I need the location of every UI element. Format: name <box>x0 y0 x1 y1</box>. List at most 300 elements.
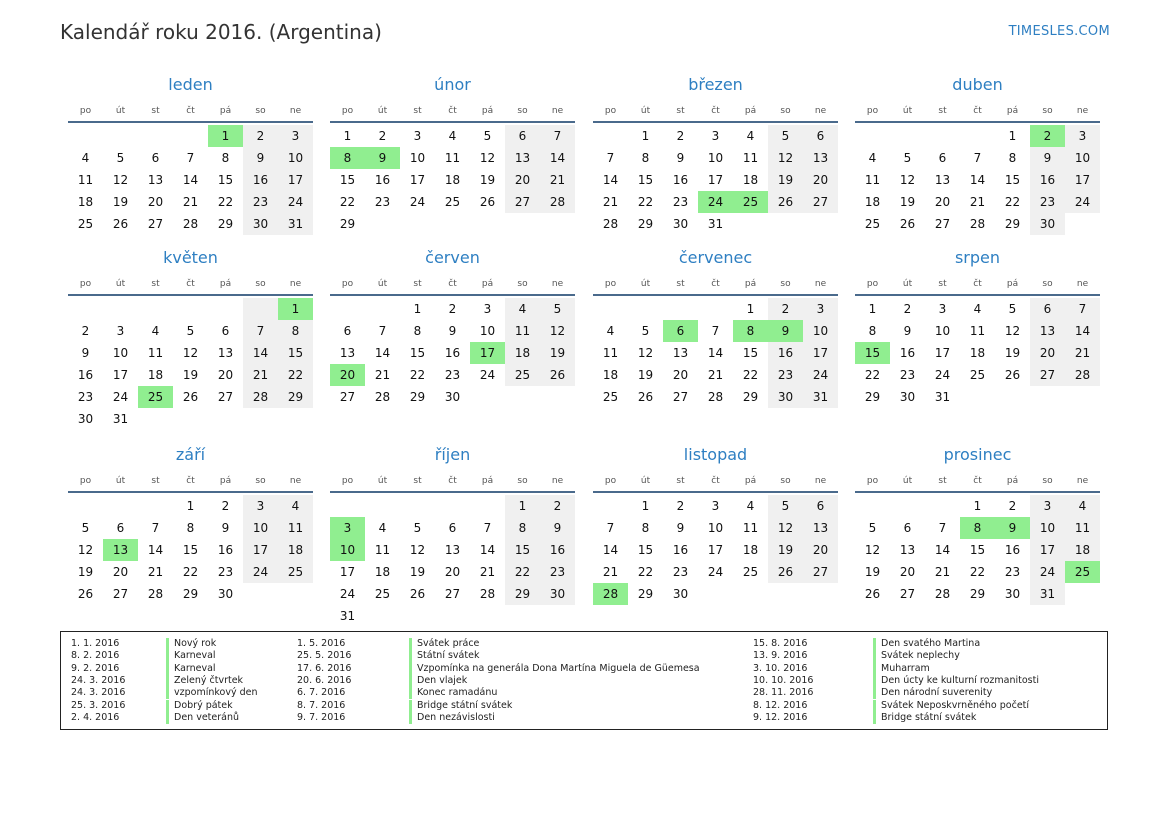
day-cell: 19 <box>182 368 199 382</box>
day-cell: 9 <box>540 517 575 539</box>
day-cell: 5 <box>483 129 492 143</box>
holiday-day-cell: 20 <box>330 364 365 386</box>
day-cell: 26 <box>77 587 94 601</box>
day-cell: 25 <box>77 217 94 231</box>
holiday-date: 9. 12. 2016 <box>753 711 808 723</box>
day-cell: 31 <box>934 390 951 404</box>
month-divider <box>330 491 575 493</box>
day-cell: 22 <box>409 368 426 382</box>
weekday-header: po <box>79 279 92 289</box>
day-cell: 14 <box>243 342 278 364</box>
weekday-header: so <box>517 476 528 486</box>
day-cell: 10 <box>707 151 724 165</box>
day-cell: 30 <box>77 412 94 426</box>
day-cell: 22 <box>278 364 313 386</box>
day-cell: 7 <box>711 324 720 338</box>
day-cell: 29 <box>217 217 234 231</box>
day-cell: 28 <box>602 217 619 231</box>
holiday-name: Den vlajek <box>409 675 467 687</box>
weekday-header: ne <box>289 476 302 486</box>
holiday-name: Konec ramadánu <box>409 687 497 699</box>
day-cell: 30 <box>672 587 689 601</box>
weekday-header: ne <box>289 106 302 116</box>
day-cell: 14 <box>182 173 199 187</box>
day-cell: 4 <box>746 129 755 143</box>
day-cell: 6 <box>803 125 838 147</box>
day-cell: 4 <box>973 302 982 316</box>
holiday-date: 9. 7. 2016 <box>297 711 346 723</box>
day-cell: 15 <box>505 539 540 561</box>
day-cell: 30 <box>899 390 916 404</box>
day-cell: 7 <box>606 151 615 165</box>
holiday-date: 28. 11. 2016 <box>753 687 814 699</box>
day-cell: 20 <box>899 565 916 579</box>
day-cell: 12 <box>409 543 426 557</box>
weekday-header: po <box>866 279 879 289</box>
day-cell: 28 <box>182 217 199 231</box>
holiday-legend <box>60 631 1108 730</box>
day-cell: 8 <box>413 324 422 338</box>
day-cell: 12 <box>540 320 575 342</box>
weekday-header: ne <box>814 476 827 486</box>
day-cell: 16 <box>899 346 916 360</box>
holiday-date: 2. 4. 2016 <box>71 711 120 723</box>
day-cell: 26 <box>1004 368 1021 382</box>
day-cell: 4 <box>606 324 615 338</box>
holiday-day-cell: 2 <box>1030 125 1065 147</box>
weekday-header: út <box>640 476 651 486</box>
day-cell: 4 <box>81 151 90 165</box>
day-cell: 20 <box>217 368 234 382</box>
day-cell: 11 <box>864 173 881 187</box>
day-cell: 14 <box>602 173 619 187</box>
day-cell: 27 <box>934 217 951 231</box>
day-cell: 29 <box>742 390 759 404</box>
day-cell: 16 <box>217 543 234 557</box>
day-cell: 12 <box>77 543 94 557</box>
day-cell: 20 <box>1030 342 1065 364</box>
weekday-header: st <box>676 106 685 116</box>
weekday-header: po <box>866 476 879 486</box>
day-cell: 30 <box>768 386 803 408</box>
day-cell: 1 <box>505 495 540 517</box>
day-cell: 3 <box>116 324 125 338</box>
day-cell: 11 <box>77 173 94 187</box>
day-cell: 25 <box>374 587 391 601</box>
day-cell: 1 <box>746 302 755 316</box>
day-cell: 29 <box>637 587 654 601</box>
day-cell: 14 <box>934 543 951 557</box>
weekday-header: so <box>255 106 266 116</box>
day-cell: 16 <box>672 173 689 187</box>
weekday-header: čt <box>186 476 195 486</box>
weekday-header: st <box>151 106 160 116</box>
day-cell: 30 <box>217 587 234 601</box>
holiday-day-cell: 17 <box>470 342 505 364</box>
day-cell: 8 <box>641 521 650 535</box>
day-cell: 18 <box>742 173 759 187</box>
day-cell: 16 <box>1030 169 1065 191</box>
day-cell: 15 <box>217 173 234 187</box>
day-cell: 5 <box>413 521 422 535</box>
holiday-date: 6. 7. 2016 <box>297 687 346 699</box>
day-cell: 21 <box>1065 342 1100 364</box>
day-cell: 29 <box>637 217 654 231</box>
day-cell: 5 <box>868 521 877 535</box>
day-cell: 11 <box>505 320 540 342</box>
day-cell: 22 <box>637 195 654 209</box>
day-cell: 7 <box>186 151 195 165</box>
day-cell: 4 <box>448 129 457 143</box>
day-cell: 2 <box>676 499 685 513</box>
day-cell: 8 <box>278 320 313 342</box>
holiday-day-cell: 25 <box>138 386 173 408</box>
day-cell: 13 <box>147 173 164 187</box>
holiday-name: Zelený čtvrtek <box>166 675 243 687</box>
month-divider <box>330 121 575 123</box>
holiday-name: Den svatého Martina <box>873 638 980 650</box>
day-cell: 9 <box>81 346 90 360</box>
day-cell: 14 <box>479 543 496 557</box>
day-cell: 8 <box>186 521 195 535</box>
day-cell: 11 <box>278 517 313 539</box>
day-cell: 7 <box>483 521 492 535</box>
day-cell: 12 <box>864 543 881 557</box>
day-cell: 16 <box>540 539 575 561</box>
day-cell: 12 <box>479 151 496 165</box>
day-cell: 16 <box>1004 543 1021 557</box>
holiday-date: 25. 5. 2016 <box>297 650 352 662</box>
day-cell: 15 <box>637 173 654 187</box>
day-cell: 18 <box>742 543 759 557</box>
day-cell: 29 <box>182 587 199 601</box>
day-cell: 6 <box>903 521 912 535</box>
day-cell: 9 <box>903 324 912 338</box>
day-cell: 11 <box>742 521 759 535</box>
month-name: prosinec <box>943 445 1012 464</box>
day-cell: 10 <box>278 147 313 169</box>
holiday-name: Nový rok <box>166 638 216 650</box>
month-divider <box>68 121 313 123</box>
weekday-header: čt <box>448 279 457 289</box>
holiday-name: Muharram <box>873 663 930 675</box>
day-cell: 28 <box>540 191 575 213</box>
weekday-header: st <box>938 279 947 289</box>
month-divider <box>593 491 838 493</box>
day-cell: 28 <box>934 587 951 601</box>
day-cell: 10 <box>243 517 278 539</box>
day-cell: 19 <box>77 565 94 579</box>
day-cell: 18 <box>864 195 881 209</box>
day-cell: 24 <box>803 364 838 386</box>
day-cell: 3 <box>711 129 720 143</box>
weekday-header: čt <box>448 476 457 486</box>
holiday-day-cell: 13 <box>103 539 138 561</box>
holiday-day-cell: 8 <box>733 320 768 342</box>
day-cell: 3 <box>711 499 720 513</box>
day-cell: 22 <box>969 565 986 579</box>
day-cell: 14 <box>540 147 575 169</box>
day-cell: 27 <box>444 587 461 601</box>
month-name: duben <box>952 75 1003 94</box>
day-cell: 24 <box>1065 191 1100 213</box>
weekday-header: ne <box>1076 476 1089 486</box>
day-cell: 10 <box>803 320 838 342</box>
weekday-header: ne <box>814 279 827 289</box>
day-cell: 3 <box>483 302 492 316</box>
day-cell: 16 <box>444 346 461 360</box>
day-cell: 15 <box>182 543 199 557</box>
day-cell: 31 <box>278 213 313 235</box>
month-name: leden <box>168 75 213 94</box>
weekday-header: út <box>377 476 388 486</box>
day-cell: 18 <box>444 173 461 187</box>
day-cell: 22 <box>339 195 356 209</box>
day-cell: 19 <box>1004 346 1021 360</box>
day-cell: 6 <box>505 125 540 147</box>
month-name: únor <box>434 75 471 94</box>
day-cell: 10 <box>112 346 129 360</box>
day-cell: 3 <box>938 302 947 316</box>
weekday-header: pá <box>1006 279 1019 289</box>
day-cell: 27 <box>1030 364 1065 386</box>
weekday-header: čt <box>186 106 195 116</box>
weekday-header: po <box>79 476 92 486</box>
weekday-header: po <box>604 476 617 486</box>
day-cell: 4 <box>746 499 755 513</box>
holiday-day-cell: 8 <box>960 517 995 539</box>
day-cell: 24 <box>243 561 278 583</box>
weekday-header: ne <box>1076 106 1089 116</box>
weekday-header: čt <box>973 476 982 486</box>
day-cell: 21 <box>479 565 496 579</box>
day-cell: 25 <box>505 364 540 386</box>
day-cell: 20 <box>505 169 540 191</box>
day-cell: 20 <box>147 195 164 209</box>
weekday-header: ne <box>814 106 827 116</box>
weekday-header: ne <box>551 476 564 486</box>
day-cell: 23 <box>217 565 234 579</box>
day-cell: 5 <box>641 324 650 338</box>
day-cell: 23 <box>899 368 916 382</box>
weekday-header: so <box>517 106 528 116</box>
day-cell: 17 <box>112 368 129 382</box>
day-cell: 22 <box>637 565 654 579</box>
day-cell: 2 <box>676 129 685 143</box>
weekday-header: ne <box>551 106 564 116</box>
day-cell: 1 <box>868 302 877 316</box>
day-cell: 1 <box>343 129 352 143</box>
day-cell: 2 <box>1008 499 1017 513</box>
weekday-header: út <box>640 279 651 289</box>
day-cell: 5 <box>186 324 195 338</box>
day-cell: 6 <box>151 151 160 165</box>
day-cell: 13 <box>803 517 838 539</box>
day-cell: 24 <box>934 368 951 382</box>
day-cell: 12 <box>182 346 199 360</box>
day-cell: 19 <box>112 195 129 209</box>
weekday-header: po <box>341 476 354 486</box>
day-cell: 10 <box>409 151 426 165</box>
day-cell: 14 <box>707 346 724 360</box>
day-cell: 14 <box>374 346 391 360</box>
day-cell: 23 <box>540 561 575 583</box>
day-cell: 7 <box>378 324 387 338</box>
holiday-name: Bridge státní svátek <box>873 712 976 724</box>
day-cell: 6 <box>343 324 352 338</box>
day-cell: 19 <box>864 565 881 579</box>
day-cell: 6 <box>1030 298 1065 320</box>
day-cell: 29 <box>278 386 313 408</box>
day-cell: 21 <box>374 368 391 382</box>
day-cell: 18 <box>278 539 313 561</box>
day-cell: 22 <box>864 368 881 382</box>
day-cell: 25 <box>864 217 881 231</box>
weekday-header: čt <box>448 106 457 116</box>
day-cell: 30 <box>243 213 278 235</box>
day-cell: 1 <box>641 129 650 143</box>
day-cell: 21 <box>540 169 575 191</box>
day-cell: 23 <box>77 390 94 404</box>
day-cell: 13 <box>217 346 234 360</box>
day-cell: 31 <box>1030 583 1065 605</box>
weekend-cell <box>243 298 278 320</box>
day-cell: 27 <box>339 390 356 404</box>
day-cell: 1 <box>186 499 195 513</box>
day-cell: 18 <box>147 368 164 382</box>
day-cell: 9 <box>676 151 685 165</box>
day-cell: 1 <box>973 499 982 513</box>
day-cell: 9 <box>243 147 278 169</box>
day-cell: 4 <box>1065 495 1100 517</box>
month-divider <box>68 294 313 296</box>
day-cell: 27 <box>112 587 129 601</box>
day-cell: 12 <box>768 517 803 539</box>
brand-link[interactable]: TIMESLES.COM <box>1008 24 1110 39</box>
day-cell: 16 <box>672 543 689 557</box>
month-name: březen <box>688 75 743 94</box>
day-cell: 8 <box>868 324 877 338</box>
day-cell: 27 <box>217 390 234 404</box>
day-cell: 17 <box>707 543 724 557</box>
day-cell: 19 <box>768 539 803 561</box>
day-cell: 24 <box>707 565 724 579</box>
day-cell: 4 <box>868 151 877 165</box>
day-cell: 26 <box>182 390 199 404</box>
day-cell: 21 <box>243 364 278 386</box>
day-cell: 7 <box>606 521 615 535</box>
day-cell: 21 <box>602 195 619 209</box>
month-name: říjen <box>434 445 471 464</box>
day-cell: 5 <box>768 125 803 147</box>
day-cell: 8 <box>221 151 230 165</box>
holiday-day-cell: 25 <box>733 191 768 213</box>
day-cell: 23 <box>1030 191 1065 213</box>
month-divider <box>593 294 838 296</box>
day-cell: 15 <box>742 346 759 360</box>
day-cell: 6 <box>116 521 125 535</box>
weekday-header: so <box>255 279 266 289</box>
day-cell: 13 <box>444 543 461 557</box>
day-cell: 17 <box>339 565 356 579</box>
day-cell: 3 <box>243 495 278 517</box>
day-cell: 20 <box>112 565 129 579</box>
day-cell: 25 <box>742 565 759 579</box>
holiday-date: 20. 6. 2016 <box>297 674 352 686</box>
day-cell: 23 <box>672 565 689 579</box>
day-cell: 17 <box>707 173 724 187</box>
weekday-header: so <box>780 476 791 486</box>
weekday-header: st <box>151 476 160 486</box>
day-cell: 9 <box>221 521 230 535</box>
day-cell: 22 <box>505 561 540 583</box>
day-cell: 13 <box>934 173 951 187</box>
day-cell: 20 <box>803 539 838 561</box>
day-cell: 21 <box>182 195 199 209</box>
day-cell: 9 <box>1030 147 1065 169</box>
holiday-name: Karneval <box>166 663 216 675</box>
day-cell: 17 <box>1065 169 1100 191</box>
day-cell: 17 <box>243 539 278 561</box>
day-cell: 26 <box>409 587 426 601</box>
holiday-date: 3. 10. 2016 <box>753 662 808 674</box>
weekday-header: pá <box>744 476 757 486</box>
day-cell: 5 <box>540 298 575 320</box>
holiday-name: Dobrý pátek <box>166 700 233 712</box>
day-cell: 26 <box>899 217 916 231</box>
weekday-header: so <box>1042 476 1053 486</box>
day-cell: 23 <box>1004 565 1021 579</box>
day-cell: 23 <box>243 191 278 213</box>
day-cell: 22 <box>1004 195 1021 209</box>
day-cell: 31 <box>112 412 129 426</box>
day-cell: 24 <box>409 195 426 209</box>
holiday-date: 10. 10. 2016 <box>753 674 814 686</box>
day-cell: 1 <box>641 499 650 513</box>
day-cell: 11 <box>374 543 391 557</box>
day-cell: 27 <box>899 587 916 601</box>
day-cell: 10 <box>479 324 496 338</box>
day-cell: 12 <box>1004 324 1021 338</box>
holiday-name: Bridge státní svátek <box>409 700 512 712</box>
day-cell: 28 <box>1065 364 1100 386</box>
day-cell: 26 <box>112 217 129 231</box>
weekday-header: út <box>377 106 388 116</box>
day-cell: 16 <box>768 342 803 364</box>
day-cell: 8 <box>1008 151 1017 165</box>
day-cell: 7 <box>973 151 982 165</box>
day-cell: 18 <box>1065 539 1100 561</box>
day-cell: 30 <box>1004 587 1021 601</box>
day-cell: 16 <box>77 368 94 382</box>
weekday-header: ne <box>551 279 564 289</box>
weekday-header: čt <box>186 279 195 289</box>
day-cell: 28 <box>147 587 164 601</box>
day-cell: 9 <box>676 521 685 535</box>
day-cell: 10 <box>934 324 951 338</box>
day-cell: 30 <box>672 217 689 231</box>
weekday-header: st <box>413 476 422 486</box>
day-cell: 20 <box>672 368 689 382</box>
weekday-header: po <box>79 106 92 116</box>
holiday-day-cell: 9 <box>365 147 400 169</box>
weekday-header: pá <box>1006 476 1019 486</box>
day-cell: 28 <box>243 386 278 408</box>
day-cell: 15 <box>1004 173 1021 187</box>
day-cell: 19 <box>768 169 803 191</box>
weekday-header: so <box>255 476 266 486</box>
day-cell: 24 <box>479 368 496 382</box>
